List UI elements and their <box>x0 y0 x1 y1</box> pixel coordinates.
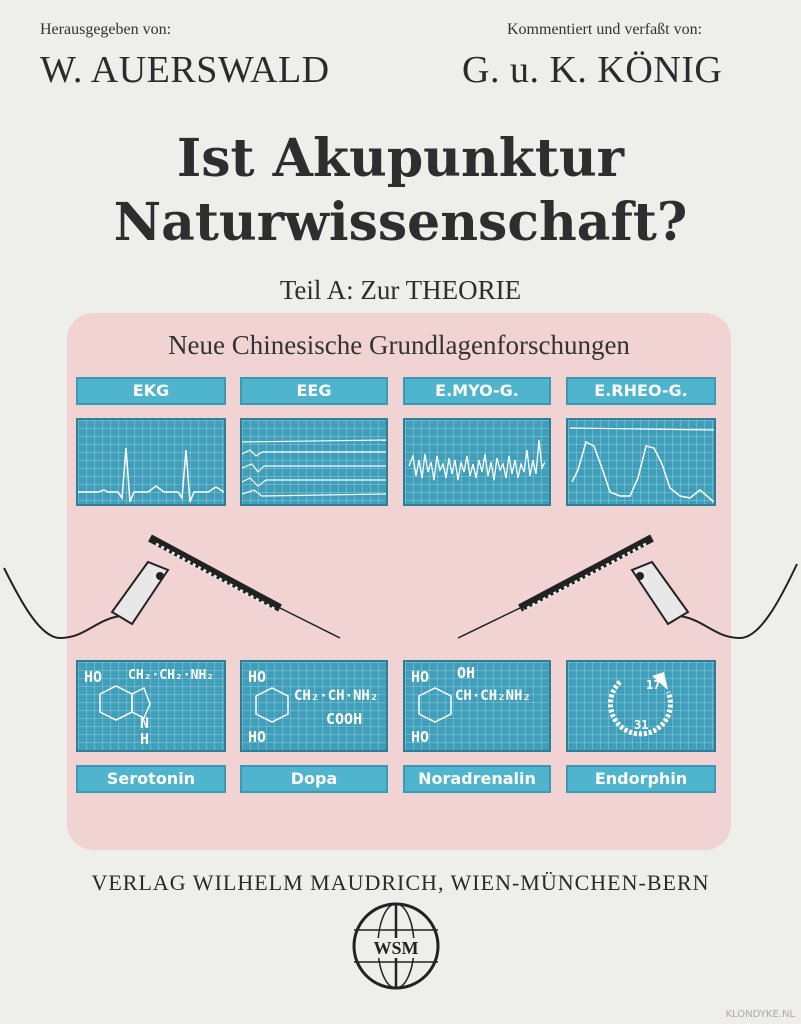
syringe-left-icon <box>4 538 340 638</box>
chem-serotonin-h: H <box>140 730 150 748</box>
emyog-trace-grid <box>403 418 551 506</box>
eeg-trace-grid <box>240 418 388 506</box>
logo-text: WSM <box>373 938 419 958</box>
book-title-line1: Ist Akupunktur <box>176 128 625 189</box>
ekg-trace-grid <box>76 418 226 506</box>
serotonin-formula-grid <box>76 660 226 752</box>
chem-serotonin-n: N <box>140 714 150 732</box>
editor-name: W. AUERSWALD <box>40 49 330 91</box>
noradrenalin-formula-grid <box>403 660 551 752</box>
publisher-line: VERLAG WILHELM MAUDRICH, WIEN-MÜNCHEN-BERN <box>91 870 710 895</box>
label-noradrenalin: Noradrenalin <box>403 765 551 793</box>
label-ekg: EKG <box>76 377 226 405</box>
chem-endorphin-17: 17 <box>646 678 661 692</box>
author-name: G. u. K. KÖNIG <box>462 49 723 91</box>
label-endorphin: Endorphin <box>566 765 716 793</box>
chem-dopa-ho-bottom: HO <box>248 728 267 746</box>
endorphin-structure-grid <box>566 660 716 752</box>
chem-dopa-cooh: COOH <box>326 710 363 728</box>
syringes-illustration <box>0 520 801 660</box>
book-subtitle: Teil A: Zur THEORIE <box>279 275 522 305</box>
label-erheog: E.RHEO-G. <box>566 377 716 405</box>
chem-endorphin-31: 31 <box>634 718 649 732</box>
editor-label: Herausgegeben von: <box>40 21 172 38</box>
dopa-formula-grid <box>240 660 388 752</box>
label-serotonin: Serotonin <box>76 765 226 793</box>
erheog-trace-grid <box>566 418 716 506</box>
chem-serotonin-ho: HO <box>84 668 103 686</box>
syringe-right-icon <box>458 538 797 638</box>
label-dopa: Dopa <box>240 765 388 793</box>
author-label: Kommentiert und verfaßt von: <box>507 21 703 38</box>
chem-noradrenalin-ho-top: HO <box>411 668 430 686</box>
book-title-line2: Naturwissenschaft? <box>113 192 688 253</box>
publisher-logo-icon <box>350 900 442 992</box>
panel-heading: Neue Chinesische Grundlagenforschungen <box>168 330 630 360</box>
label-eeg: EEG <box>240 377 388 405</box>
chem-dopa-ho-top: HO <box>248 668 267 686</box>
chem-noradrenalin-chain: CH·CH₂NH₂ <box>455 688 531 704</box>
chem-noradrenalin-ho-bottom: HO <box>411 728 430 746</box>
chem-noradrenalin-oh: OH <box>457 664 476 682</box>
label-emyog: E.MYO-G. <box>403 377 551 405</box>
watermark-text: KLONDYKE.NL <box>725 1009 795 1020</box>
chem-serotonin-chain: CH₂·CH₂·NH₂ <box>128 668 215 683</box>
chem-dopa-chain: CH₂·CH·NH₂ <box>294 688 379 704</box>
